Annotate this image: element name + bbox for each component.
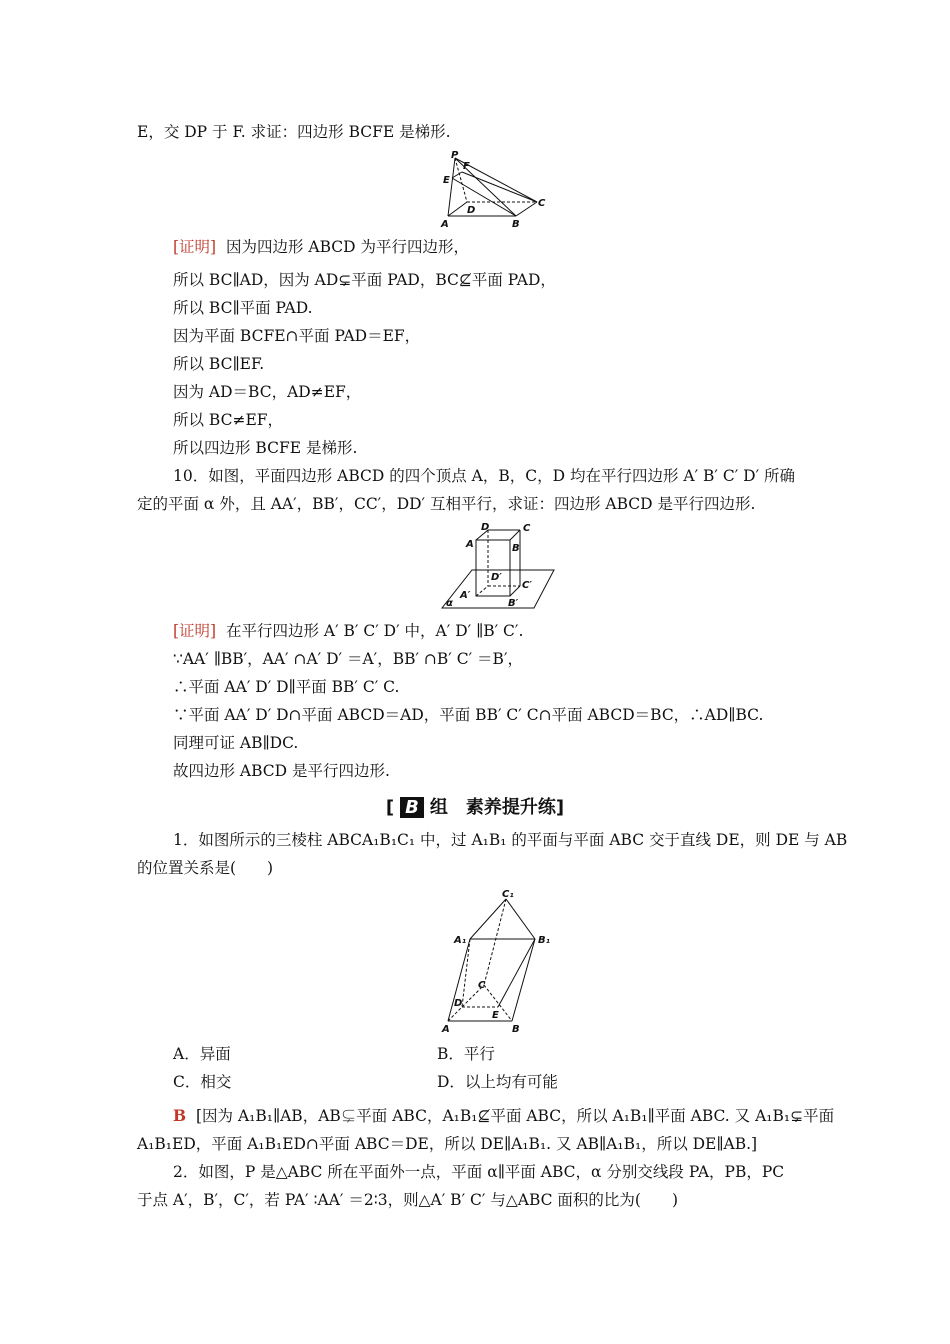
problem-10-line-2: 定的平面 α 外，且 AA′，BB′，CC′，DD′ 互相平行，求证：四边形 ABCD 是平行四边形.: [137, 495, 756, 513]
proof-10-line-5: 同理可证 AB∥DC.: [173, 734, 299, 752]
option-d[interactable]: D．以上均有可能: [437, 1073, 558, 1091]
label-c: C: [523, 523, 531, 534]
option-a[interactable]: A．异面: [173, 1045, 231, 1063]
label-a: A: [442, 1024, 450, 1035]
label-e: E: [443, 175, 450, 186]
section-letter: B: [400, 797, 424, 818]
question-2-line-2: 于点 A′，B′，C′，若 PA′ ∶AA′ ＝2∶3，则△A′ B′ C′ 与△ABC 面积的比为( ): [137, 1191, 679, 1209]
label-a: A: [441, 219, 449, 230]
label-d-prime: D′: [491, 572, 502, 583]
problem-10-line-1: 10．如图，平面四边形 ABCD 的四个顶点 A，B，C，D 均在平行四边形 A′ B′ C′ D′ 所确: [173, 467, 796, 485]
proof-9-line-8: 所以四边形 BCFE 是梯形.: [173, 439, 358, 457]
section-header: [ B 组 素养提升练]: [385, 797, 565, 818]
label-c1: C₁: [502, 889, 514, 900]
label-c: C: [478, 980, 486, 991]
label-c-prime: C′: [522, 580, 532, 591]
label-d: D: [467, 205, 476, 216]
label-p: P: [451, 150, 459, 161]
problem-9-continuation: E，交 DP 于 F. 求证：四边形 BCFE 是梯形.: [137, 123, 451, 141]
label-e: E: [492, 1010, 499, 1021]
option-b[interactable]: B．平行: [437, 1045, 495, 1063]
proof-9-line-6: 因为 AD＝BC，AD≠EF，: [173, 383, 362, 401]
label-b: B: [512, 1024, 520, 1035]
figure-prism-plane: [438, 520, 556, 612]
proof-9-line-3: 所以 BC∥平面 PAD.: [173, 299, 313, 317]
proof-9-line-5: 所以 BC∥EF.: [173, 355, 265, 373]
question-1-line-1: 1．如图所示的三棱柱 ABCA₁B₁C₁ 中，过 A₁B₁ 的平面与平面 ABC 交于直线 DE，则 DE 与 AB: [173, 831, 848, 849]
label-c: C: [538, 198, 546, 209]
question-1-line-2: 的位置关系是( ): [137, 859, 274, 877]
label-a: A: [466, 539, 474, 550]
proof-9-line-4: 因为平面 BCFE∩平面 PAD＝EF，: [173, 327, 421, 345]
proof-10-line-2: ∵AA′ ∥BB′，AA′ ∩A′ D′ ＝A′，BB′ ∩B′ C′ ＝B′，: [173, 650, 523, 668]
proof-10-line-1: [证明] 在平行四边形 A′ B′ C′ D′ 中，A′ D′ ∥B′ C′.: [173, 622, 524, 640]
option-c[interactable]: C．相交: [173, 1073, 232, 1091]
proof-10-line-3: ∴平面 AA′ D′ D∥平面 BB′ C′ C.: [173, 678, 400, 696]
label-b: B: [512, 219, 520, 230]
proof-10-line-6: 故四边形 ABCD 是平行四边形.: [173, 762, 390, 780]
label-b-prime: B′: [508, 598, 519, 609]
label-a1: A₁: [454, 935, 467, 946]
proof-9-line-7: 所以 BC≠EF，: [173, 411, 284, 429]
label-f: F: [463, 161, 470, 172]
label-b1: B₁: [538, 935, 551, 946]
label-d: D: [454, 998, 463, 1009]
proof-9-line-2: 所以 BC∥AD，因为 AD⊊平面 PAD，BC⊈平面 PAD，: [173, 271, 556, 289]
proof-9-line-1: [证明] 因为四边形 ABCD 为平行四边形，: [173, 238, 469, 256]
label-alpha: α: [446, 598, 453, 609]
proof-tag: [证明]: [173, 622, 217, 640]
figure-triangular-prism: [440, 885, 560, 1035]
label-d: D: [481, 522, 490, 533]
proof-10-line-4: ∵平面 AA′ D′ D∩平面 ABCD＝AD，平面 BB′ C′ C∩平面 ABCD＝BC，∴AD∥BC.: [173, 706, 764, 724]
label-b: B: [512, 543, 520, 554]
answer-letter: B: [173, 1106, 187, 1125]
question-2-line-1: 2．如图，P 是△ABC 所在平面外一点，平面 α∥平面 ABC，α 分别交线段 PA，PB，PC: [173, 1163, 785, 1181]
question-1-explanation-line-2: A₁B₁ED，平面 A₁B₁ED∩平面 ABC＝DE，所以 DE∥A₁B₁. 又 AB∥A₁B₁，所以 DE∥AB.]: [137, 1135, 758, 1153]
label-a-prime: A′: [460, 590, 471, 601]
proof-tag: [证明]: [173, 238, 217, 256]
figure-pyramid-bcfe: [440, 150, 550, 230]
question-1-explanation-line-1: B [因为 A₁B₁∥AB，AB⊊平面 ABC，A₁B₁⊈平面 ABC，所以 A₁B₁∥平面 ABC. 又 A₁B₁⊊平面: [173, 1106, 835, 1125]
